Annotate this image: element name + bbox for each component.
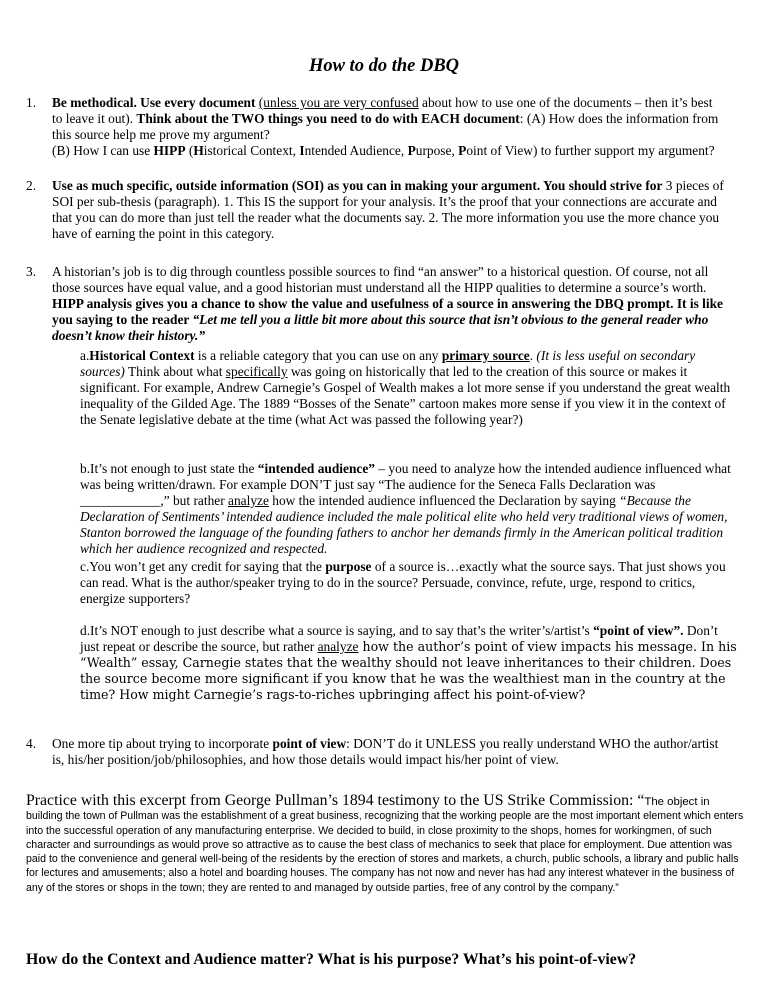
item-text: point of view bbox=[272, 736, 347, 751]
item-text: Don’t just repeat or describe the source, but rather bbox=[80, 623, 718, 654]
item-text: Think about the TWO things you need to do with EACH document bbox=[136, 110, 520, 126]
item-text: urpose, bbox=[415, 142, 459, 158]
item-text: oint of View) to further support my argument? bbox=[466, 142, 715, 158]
item-text: H bbox=[193, 142, 204, 158]
item-text: You won’t get any credit for saying that the bbox=[89, 559, 326, 574]
sub-item-c bbox=[80, 559, 740, 607]
item-text: – you need to analyze how the intended audience influenced what was being written/drawn. For example DON’T just say “The audience for the Seneca Falls Declaration was ____________,” but rather bbox=[80, 461, 731, 508]
item-text: It’s NOT enough to just describe what a source is saying, and to say that’s the writer’s/artist’s bbox=[90, 623, 594, 638]
item-text: purpose bbox=[325, 559, 372, 574]
item-text: “intended audience” bbox=[257, 461, 375, 476]
sub-item-b bbox=[80, 461, 740, 556]
item-text: of a source is…exactly what the source says. That just shows you can read. What is the author/speaker trying to do in the source? Persuade, convince, refute, urge, respond to critics, energize supporters? bbox=[80, 559, 726, 606]
item-text: ( bbox=[185, 142, 194, 158]
item-text: how the author’s point of view impacts his message. In his “Wealth” essay, Carnegie states that the wealthy should not leave inheritances to their children. Does the source become more significant if you know that he was the wealthiest man in the country at the time? How might Carnegie’s rags-to-riches upbringing affect his point-of-view? bbox=[80, 638, 737, 702]
item-number: 3. bbox=[26, 264, 37, 279]
item-text: how the intended audience influenced the Declaration by saying bbox=[268, 492, 620, 508]
item-text: Be methodical. Use every document bbox=[52, 95, 256, 110]
final-question: How do the Context and Audience matter? What is his purpose? What’s his point-of-view? bbox=[26, 951, 637, 968]
item-text: 3 pieces of SOI per sub-thesis (paragraph). 1. This IS the support for your analysis. It’s the proof that your connections are accurate and that you can do more than just tell the reader what the documents say. 2. The more information you use the more chance you have of earning the point in this category. bbox=[52, 178, 724, 241]
item-number: 2. bbox=[26, 178, 37, 193]
item-text: about how to use one of the documents – then it’s best to leave it out). bbox=[52, 95, 713, 126]
item-text: (B) How I can use bbox=[52, 142, 154, 158]
item-text: Historical Context bbox=[89, 348, 195, 363]
practice-excerpt bbox=[26, 794, 746, 895]
item-text: Think about what bbox=[124, 363, 226, 379]
item-text: P bbox=[407, 142, 416, 158]
item-text: One more tip about trying to incorporate bbox=[52, 736, 273, 751]
item-text: Use as much specific, outside information (SOI) as you can in making your argument. You should strive for bbox=[52, 178, 663, 193]
item-text: (It is less useful on secondary sources) bbox=[80, 348, 696, 379]
item-text: P bbox=[458, 142, 467, 158]
page-title: How to do the DBQ bbox=[308, 56, 460, 76]
sub-item-a bbox=[80, 348, 740, 428]
item-text: : (A) How does the information from this source help me prove my argument? bbox=[52, 110, 719, 142]
item-text: I bbox=[299, 142, 305, 158]
item-text: It’s not enough to just state the bbox=[90, 461, 258, 476]
item-text: ntended Audience, bbox=[304, 142, 408, 158]
item-text: istorical Context, bbox=[203, 142, 300, 158]
item-text: was going on historically that led to the creation of this source or makes it significant. For example, Andrew Carnegie’s Gospel of Wealth makes a lot more sense if you understand the great wealth inequality of the Gilded Age. The 1889 “Bosses of the Senate” cartoon makes more sense if you view it in the context of the Senate legislative debate at the time (what Act was passed the following year?) bbox=[80, 363, 731, 427]
list-item-2 bbox=[26, 178, 726, 242]
item-number: 1. bbox=[26, 95, 37, 110]
practice-lead: Practice with this excerpt from George Pullman’s 1894 testimony to the US Strike Commission: “ bbox=[26, 792, 645, 809]
item-text: analyze bbox=[317, 638, 359, 654]
list-item-1 bbox=[26, 95, 726, 159]
item-text: A historian’s job is to dig through countless possible sources to find “an answer” to a historical question. Of course, not all those sources have equal value, and a good historian must understand all the HIPP qualities to determine a source’s worth. bbox=[52, 264, 709, 295]
item-text: . bbox=[529, 348, 537, 363]
sub-item-d bbox=[80, 623, 740, 703]
item-text: HIPP bbox=[153, 142, 186, 158]
practice-quote-start: The object in bbox=[644, 796, 710, 808]
item-text: analyze bbox=[228, 492, 269, 508]
list-item-3 bbox=[26, 264, 726, 344]
list-item-4 bbox=[26, 736, 726, 768]
item-text: “point of view”. bbox=[593, 623, 684, 638]
sub-item-label: c. bbox=[80, 559, 90, 574]
sub-item-label: d. bbox=[80, 623, 91, 638]
item-text: “Because the Declaration of Sentiments’ intended audience included the male political elite who held very traditional views of women, Stanton borrowed the language of the founding fathers to anchor her demands firmly in the American political tradition which her audience recognized and respected. bbox=[80, 492, 728, 556]
item-text: (unless you are very confused bbox=[258, 95, 419, 110]
item-text: is a reliable category that you can use on any bbox=[194, 348, 442, 363]
sub-item-label: a. bbox=[80, 348, 90, 363]
practice-quote: building the town of Pullman was the establishment of a great business, recognizing that the working people are the most important element which enters into the successful operation of any manufacturing enterprise. We decided to build, in close proximity to the shops, homes for workingmen, of such character and surroundings as would prove so attractive as to cause the best class of mechanics to seek that place for employment. Due attention was paid to the convenience and general well-being of the residents by the erection of stores and markets, a church, public schools, a library and public halls for lectures and amusements; also a hotel and boarding houses. The company has not now and never has had any interest whatever in the business of any of the stores or shops in the town; they are rented to and managed by outside parties, free of any control by the company.” bbox=[26, 810, 744, 894]
item-text: primary source bbox=[441, 348, 530, 363]
item-text: “Let me tell you a little bit more about this source that isn’t obvious to the general reader who doesn’t know their history.” bbox=[52, 311, 709, 343]
sub-item-label: b. bbox=[80, 461, 91, 476]
item-text: : DON’T do it UNLESS you really understand WHO the author/artist is, his/her position/job/philosophies, and how those details would impact his/her point of view. bbox=[52, 736, 719, 767]
item-text: specifically bbox=[225, 363, 288, 379]
item-text: HIPP analysis gives you a chance to show the value and usefulness of a source in answering the DBQ prompt. It is like you saying to the reader bbox=[52, 295, 723, 327]
item-number: 4. bbox=[26, 736, 37, 751]
